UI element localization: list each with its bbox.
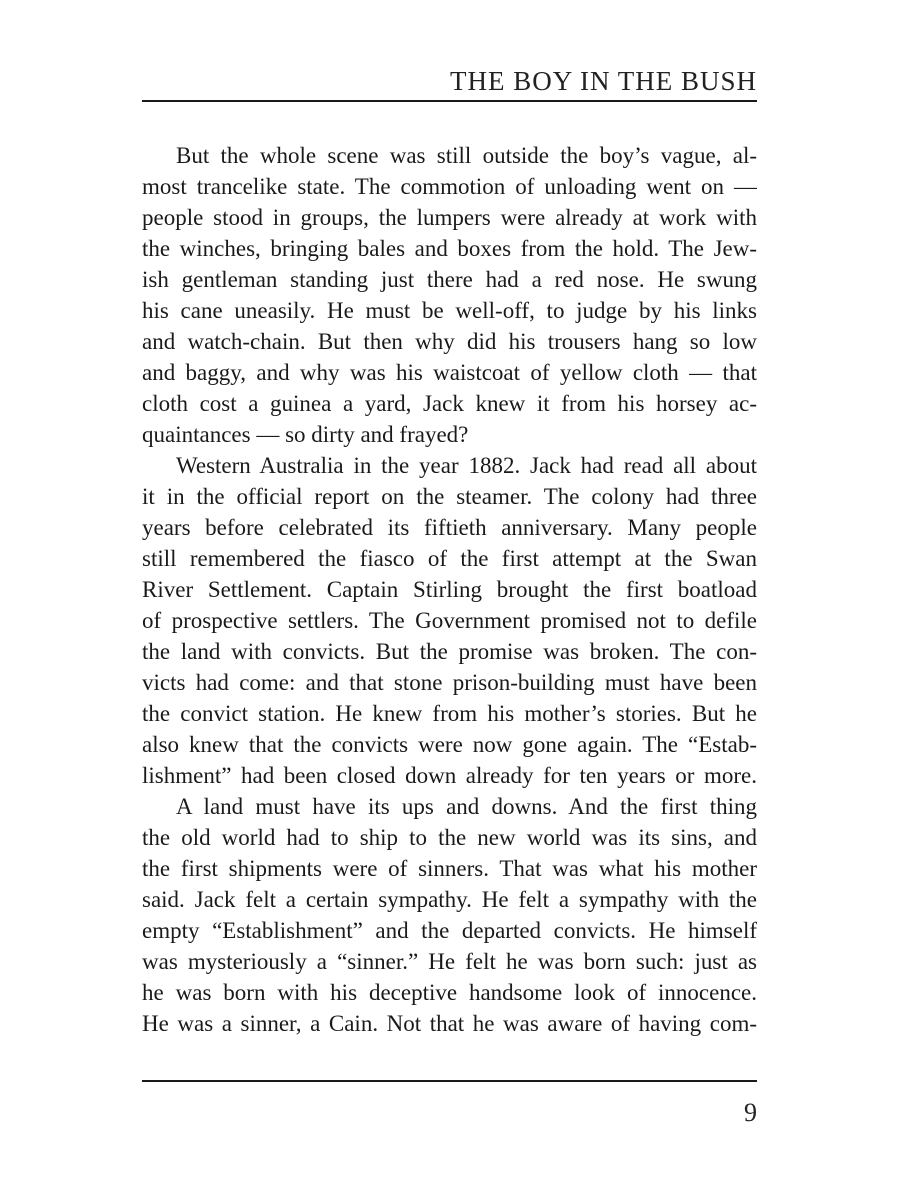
text-line: the winches, bringing bales and boxes from the hold. The Jew- [142, 236, 757, 261]
text-line: He was a sinner, a Cain. Not that he was aware of having com- [142, 1011, 757, 1036]
text-line: the convict station. He knew from his mother’s stories. But he [142, 701, 757, 726]
text-line: also knew that the convicts were now gone again. The “Estab- [142, 732, 757, 757]
text-line: and baggy, and why was his waistcoat of yellow cloth — that [142, 360, 757, 385]
text-line: said. Jack felt a certain sympathy. He felt a sympathy with the [142, 887, 757, 912]
text-line: empty “Establishment” and the departed convicts. He himself [142, 918, 757, 943]
running-header [142, 62, 757, 102]
text-line: the land with convicts. But the promise was broken. The con- [142, 639, 757, 664]
page-number: 9 [744, 1098, 757, 1127]
text-line: he was born with his deceptive handsome look of innocence. [142, 980, 757, 1005]
text-line: ish gentleman standing just there had a red nose. He swung [142, 267, 757, 292]
text-line: the old world had to ship to the new world was its sins, and [142, 825, 757, 850]
text-line: of prospective settlers. The Government promised not to defile [142, 608, 757, 633]
text-line: A land must have its ups and downs. And the first thing [176, 794, 757, 819]
footer-rule [142, 1080, 757, 1082]
text-line: most trancelike state. The commotion of unloading went on — [142, 174, 757, 199]
text-line: it in the official report on the steamer. The colony had three [142, 484, 757, 509]
text-line: Western Australia in the year 1882. Jack had read all about [176, 453, 757, 478]
text-line: and watch-chain. But then why did his trousers hang so low [142, 329, 757, 354]
text-line: his cane uneasily. He must be well-off, to judge by his links [142, 298, 757, 323]
text-line: years before celebrated its fiftieth anniversary. Many people [142, 515, 757, 540]
text-line: lishment” had been closed down already for ten years or more. [142, 763, 757, 788]
text-line: the first shipments were of sinners. That was what his mother [142, 856, 757, 881]
running-title: THE BOY IN THE BUSH [450, 66, 757, 96]
text-line: was mysteriously a “sinner.” He felt he was born such: just as [142, 949, 757, 974]
body-text [142, 140, 757, 1039]
text-line: quaintances — so dirty and frayed? [142, 422, 469, 447]
text-line: people stood in groups, the lumpers were already at work with [142, 205, 757, 230]
text-line: victs had come: and that stone prison-building must have been [142, 670, 757, 695]
text-line: cloth cost a guinea a yard, Jack knew it from his horsey ac- [142, 391, 757, 416]
text-line: still remembered the fiasco of the first attempt at the Swan [142, 546, 757, 571]
text-line: River Settlement. Captain Stirling brought the first boatload [142, 577, 757, 602]
text-line: But the whole scene was still outside the boy’s vague, al- [176, 143, 757, 168]
